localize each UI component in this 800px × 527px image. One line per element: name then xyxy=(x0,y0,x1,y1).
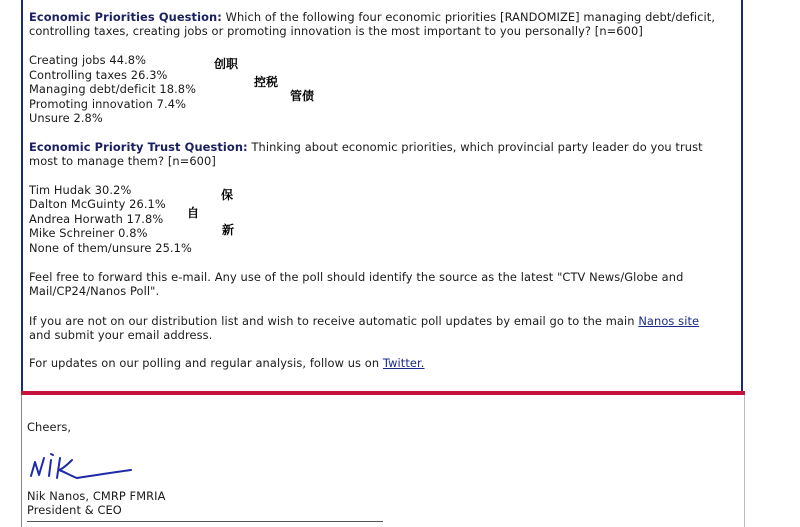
q1-result-4: Promoting innovation 7.4% xyxy=(29,97,187,111)
q1-line-2: controlling taxes, creating jobs or promoting innovation is the most important to you personally? [n=600] xyxy=(29,24,643,38)
q1-heading: Economic Priorities Question: xyxy=(29,10,222,24)
q2-annotation-ndp: 新 xyxy=(222,223,235,237)
q2-line-1 xyxy=(29,140,703,154)
signature-image xyxy=(29,450,135,486)
q1-annotation-jobs: 创职 xyxy=(214,57,239,71)
twitter-link[interactable]: Twitter. xyxy=(382,356,425,370)
q1-annotation-taxes: 控税 xyxy=(254,75,279,89)
q2-annotation-liberal: 自 xyxy=(187,206,200,220)
handwritten-signature xyxy=(29,450,135,486)
forward-line-2: Mail/CP24/Nanos Poll". xyxy=(29,284,160,298)
q1-line-1 xyxy=(29,10,715,24)
subscribe-line-2: and submit your email address. xyxy=(29,328,213,342)
q2-line-2: most to manage them? [n=600] xyxy=(29,154,216,168)
q1-result-2: Controlling taxes 26.3% xyxy=(29,68,168,82)
q2-result-5: None of them/unsure 25.1% xyxy=(29,241,192,255)
forward-line-1: Feel free to forward this e-mail. Any use of the poll should identify the source as the latest "CTV News/Globe and xyxy=(29,270,684,284)
q2-annotation-hudak: 保 xyxy=(221,188,234,202)
signer-name: Nik Nanos, CMRP FMRIA xyxy=(27,489,166,503)
follow-line xyxy=(29,356,424,370)
signature-rule xyxy=(27,521,383,522)
follow-text: For updates on our polling and regular analysis, follow us on xyxy=(29,356,383,370)
signer-title: President & CEO xyxy=(27,503,122,517)
q1-annotation-debt: 管债 xyxy=(290,89,315,103)
q2-result-2: Dalton McGuinty 26.1% xyxy=(29,197,166,211)
q1-text-1: Which of the following four economic priorities [RANDOMIZE] managing debt/deficit, xyxy=(221,10,716,24)
q2-text-1: Thinking about economic priorities, which provincial party leader do you trust xyxy=(247,140,703,154)
q1-result-5: Unsure 2.8% xyxy=(29,111,103,125)
q2-result-4: Mike Schreiner 0.8% xyxy=(29,226,148,240)
q2-result-1: Tim Hudak 30.2% xyxy=(29,183,132,197)
q2-heading: Economic Priority Trust Question: xyxy=(29,140,248,154)
subscribe-line-1 xyxy=(29,314,699,328)
q1-result-1: Creating jobs 44.8% xyxy=(29,53,147,67)
nanos-site-link[interactable]: Nanos site xyxy=(638,314,700,328)
q2-result-3: Andrea Horwath 17.8% xyxy=(29,212,164,226)
subscribe-text: If you are not on our distribution list and wish to receive automatic poll updates by email go to the main xyxy=(29,314,639,328)
signoff-greeting: Cheers, xyxy=(27,420,72,434)
q1-result-3: Managing debt/deficit 18.8% xyxy=(29,82,197,96)
